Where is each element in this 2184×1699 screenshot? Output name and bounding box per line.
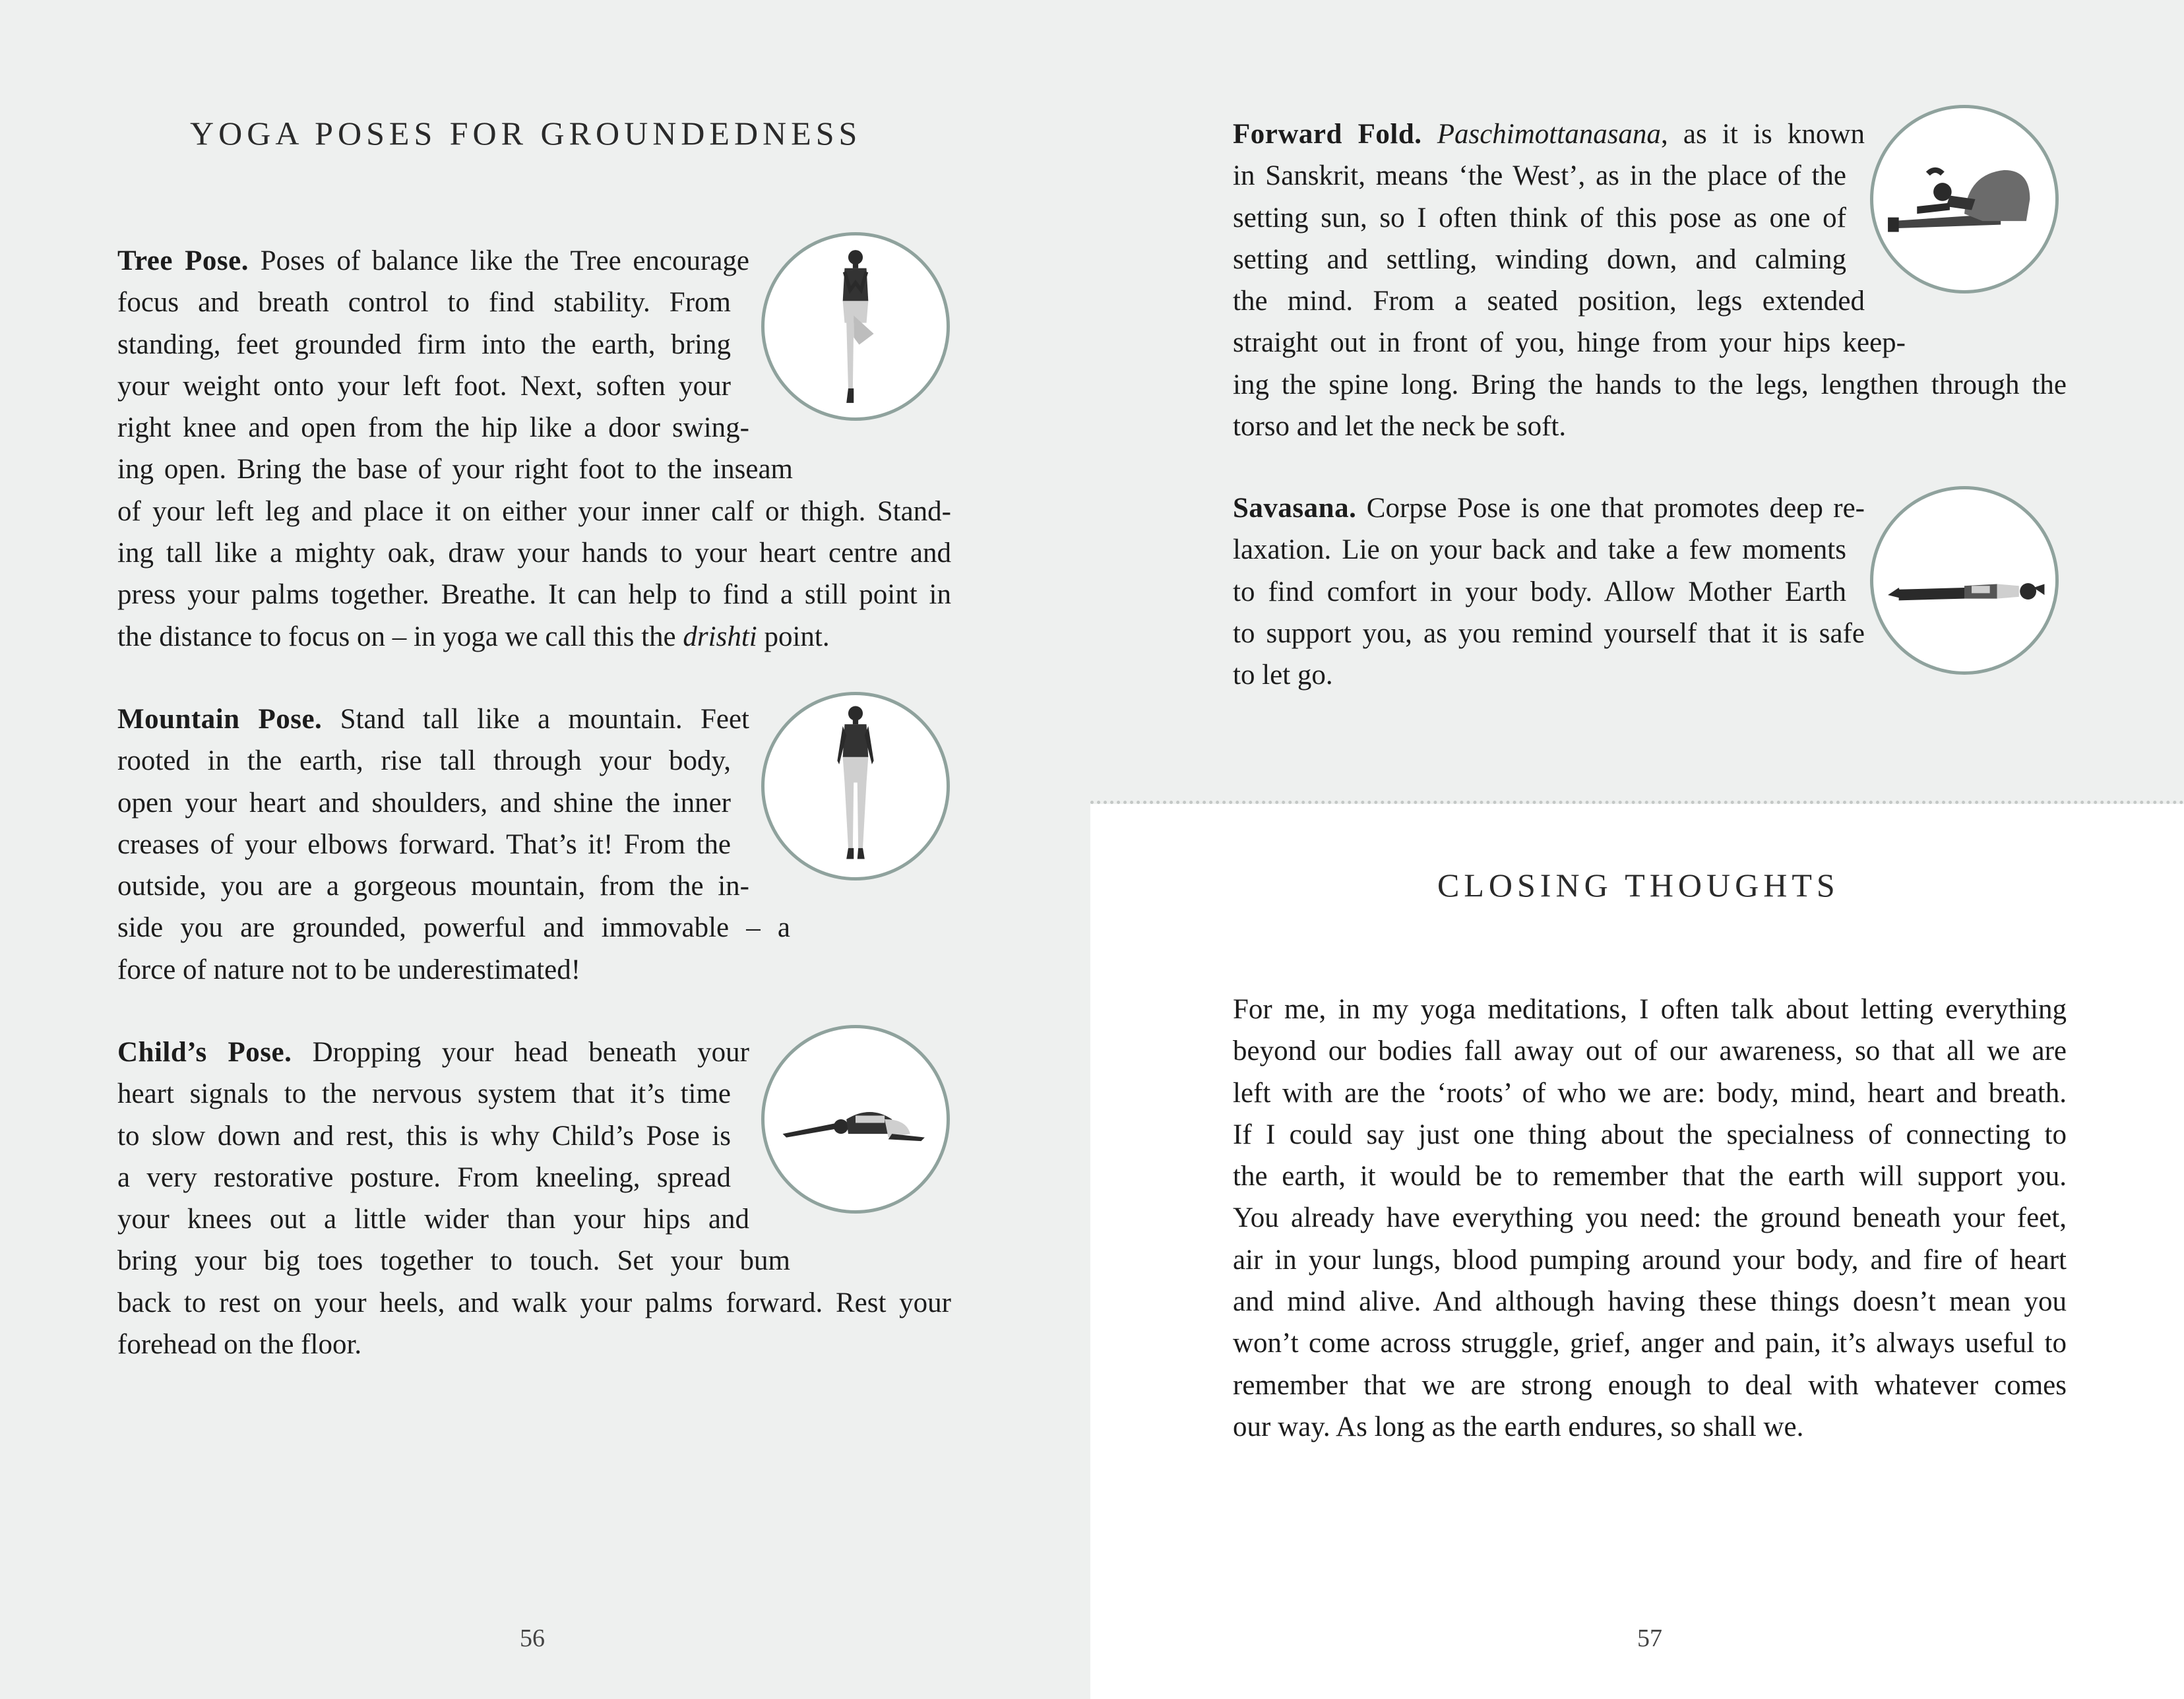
- savasana-icon: [1873, 489, 2055, 671]
- pose-name: Child’s Pose.: [117, 1037, 292, 1068]
- text-line: [117, 698, 749, 740]
- text-line: beyond our bodies fall away out of our awareness, so that all we are: [1233, 1035, 2067, 1067]
- line-text: the distance to focus on – in yoga we call this the: [117, 621, 683, 652]
- right-page: [1090, 0, 2184, 1699]
- text-line: ing tall like a mighty oak, draw your hands to your heart centre and: [117, 538, 951, 569]
- text-line: straight out in front of you, hinge from your hips keep-: [1233, 327, 1906, 359]
- text-line: side you are grounded, powerful and immovable – a: [117, 912, 790, 944]
- text-line: focus and breath control to find stability. From: [117, 287, 731, 319]
- text-line: air in your lungs, blood pumping around your body, and fire of heart: [1233, 1244, 2067, 1276]
- text-line: bring your big toes together to touch. Set your bum: [117, 1245, 790, 1277]
- childs-pose-icon: [764, 1028, 947, 1210]
- line-text: point.: [757, 621, 830, 652]
- text-line: to find comfort in your body. Allow Mother Earth: [1233, 576, 1846, 607]
- italic-term: Paschimottanasana: [1437, 119, 1661, 150]
- text-line: [117, 240, 749, 282]
- text-line: force of nature not to be underestimated!: [117, 954, 581, 985]
- text-line: laxation. Lie on your back and take a few moments: [1233, 534, 1846, 566]
- text-line: ing the spine long. Bring the hands to the legs, lengthen through the: [1233, 369, 2067, 400]
- text-line: the mind. From a seated position, legs extended: [1233, 286, 1865, 317]
- text-line: the earth, it would be to remember that the earth will support you.: [1233, 1161, 2067, 1192]
- text-line: outside, you are a gorgeous mountain, from the in-: [117, 871, 749, 902]
- left-page: [0, 0, 1090, 1699]
- text-line: remember that we are strong enough to deal with whatever comes: [1233, 1369, 2067, 1401]
- text-line: creases of your elbows forward. That’s it! From the: [117, 828, 731, 860]
- text-line: [117, 616, 951, 658]
- text-line: right knee and open from the hip like a door swing-: [117, 412, 749, 444]
- text-line: forehead on the floor.: [117, 1329, 362, 1361]
- text-line: of your left leg and place it on either your inner calf or thigh. Stand-: [117, 495, 951, 527]
- text-line: to let go.: [1233, 660, 1333, 691]
- text-line: in Sanskrit, means ‘the West’, as in the place of the: [1233, 160, 1846, 192]
- text-line: rooted in the earth, rise tall through your body,: [117, 745, 731, 777]
- forward-fold-icon: [1873, 108, 2055, 290]
- text-line: your knees out a little wider than your hips and: [117, 1204, 749, 1235]
- text-line: You already have everything you need: the ground beneath your feet,: [1233, 1202, 2067, 1234]
- text-line: [1233, 487, 1865, 529]
- text-line: left with are the ‘roots’ of who we are: body, mind, heart and breath.: [1233, 1077, 2067, 1109]
- pose-name: Forward Fold.: [1233, 119, 1422, 150]
- mountain-pose-illustration: [761, 692, 950, 880]
- text-line: For me, in my yoga meditations, I often talk about letting everything: [1233, 994, 2067, 1025]
- tree-pose-icon: [764, 235, 947, 417]
- section-heading: YOGA POSES FOR GROUNDEDNESS: [190, 115, 862, 152]
- text-line: setting and settling, winding down, and calming: [1233, 243, 1846, 275]
- text-line: back to rest on your heels, and walk your palms forward. Rest your: [117, 1287, 951, 1318]
- text-line: torso and let the neck be soft.: [1233, 411, 1567, 443]
- mountain-pose-icon: [764, 695, 947, 877]
- line-text: Dropping your head beneath your: [312, 1037, 749, 1068]
- text-line: If I could say just one thing about the specialness of connecting to: [1233, 1119, 2067, 1150]
- line-text: Corpse Pose is one that promotes deep re-: [1366, 493, 1865, 524]
- savasana-illustration: [1870, 486, 2059, 675]
- text-line: to slow down and rest, this is why Child’s Pose is: [117, 1120, 731, 1152]
- text-line: and mind alive. And although having these things doesn’t mean you: [1233, 1286, 2067, 1318]
- text-line: a very restorative posture. From kneeling, spread: [117, 1161, 731, 1193]
- line-text: Poses of balance like the Tree encourage: [260, 245, 750, 276]
- line-text: Stand tall like a mountain. Feet: [340, 704, 749, 735]
- closing-heading: CLOSING THOUGHTS: [1437, 867, 1840, 904]
- page-number: 57: [1637, 1624, 1662, 1652]
- italic-term: drishti: [683, 621, 757, 652]
- pose-name: Tree Pose.: [117, 245, 249, 276]
- text-line: setting sun, so I often think of this pose as one of: [1233, 202, 1846, 233]
- text-line: your weight onto your left foot. Next, soften your: [117, 370, 731, 402]
- text-line: [1233, 113, 1865, 155]
- line-text: , as it is known: [1660, 119, 1865, 150]
- page-number: 56: [520, 1624, 545, 1652]
- pose-name: Savasana.: [1233, 493, 1357, 524]
- childs-pose-illustration: [761, 1025, 950, 1214]
- text-line: our way. As long as the earth endures, so shall we.: [1233, 1411, 1804, 1442]
- text-line: standing, feet grounded firm into the earth, bring: [117, 328, 731, 360]
- text-line: won’t come across struggle, grief, anger and pain, it’s always useful to: [1233, 1328, 2067, 1359]
- text-line: press your palms together. Breathe. It can help to find a still point in: [117, 579, 951, 611]
- closing-paragraph: [1233, 989, 2067, 1448]
- pose-name: Mountain Pose.: [117, 704, 323, 735]
- text-line: to support you, as you remind yourself that it is safe: [1233, 617, 1865, 649]
- tree-pose-illustration: [761, 232, 950, 421]
- forward-fold-illustration: [1870, 105, 2059, 293]
- text-line: [117, 1032, 749, 1073]
- text-line: ing open. Bring the base of your right foot to the inseam: [117, 454, 793, 485]
- text-line: heart signals to the nervous system that it’s time: [117, 1078, 731, 1110]
- text-line: open your heart and shoulders, and shine the inner: [117, 787, 731, 819]
